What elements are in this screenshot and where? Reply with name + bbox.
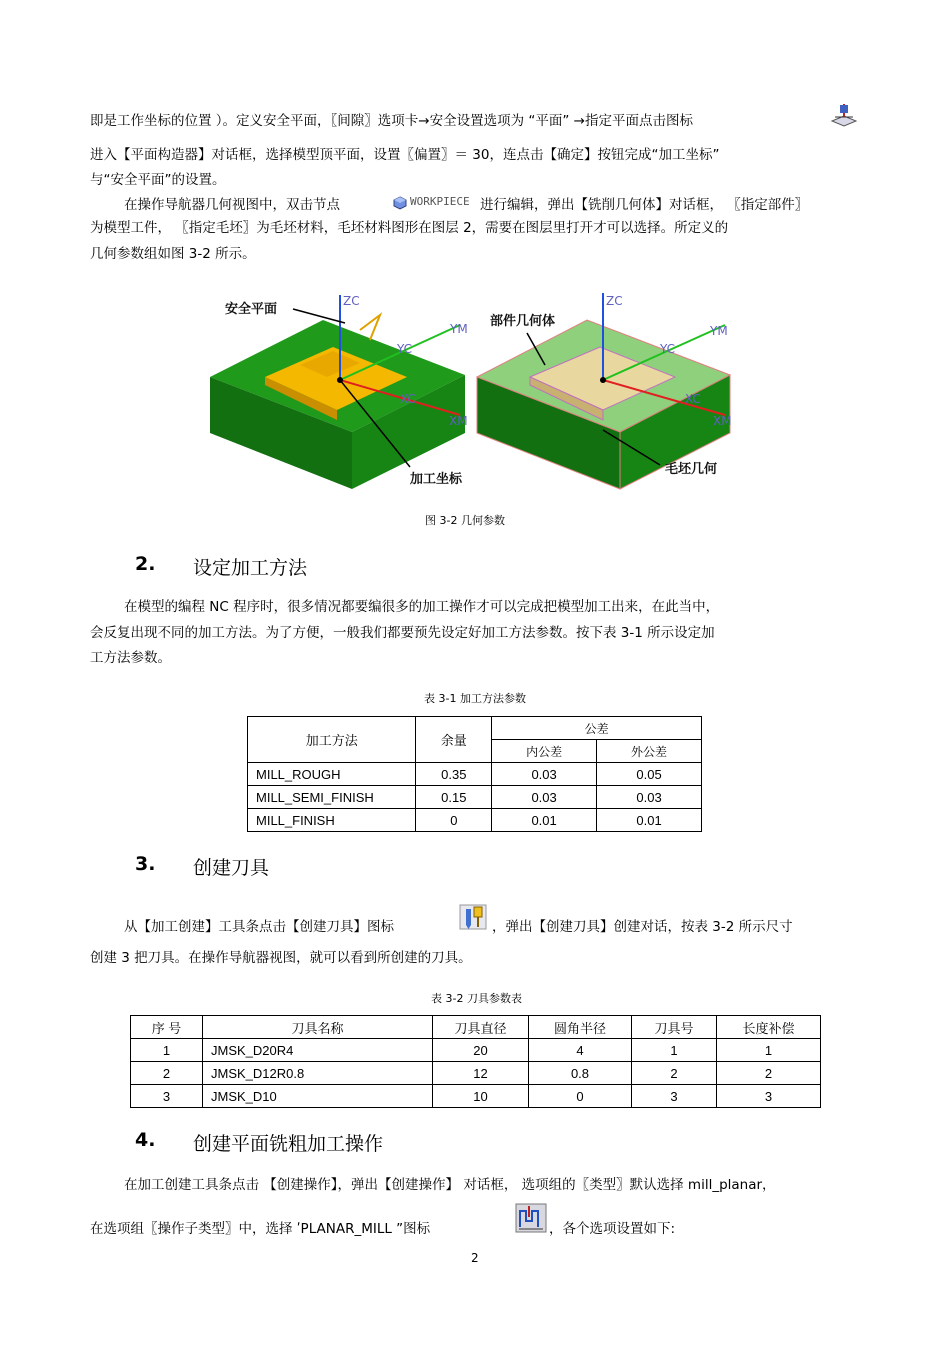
table2-cell: 3 [717,1085,821,1108]
table2-cell: 2 [632,1062,717,1085]
table2-cell: 12 [433,1062,529,1085]
label-left-zc: ZC [343,294,360,308]
label-left-xm: XM [449,414,468,428]
tool-parameter-table [130,1015,821,1108]
label-left-xc: XC [400,392,416,406]
section2-heading [135,553,435,579]
table2-cell: 1 [717,1039,821,1062]
section4-title: 创建平面铣粗加工操作 [193,1133,384,1155]
table1-cell-intol: 0.01 [492,809,597,832]
workpiece-node-icon [393,195,407,209]
table2-cell: 1 [632,1039,717,1062]
table1-header-method: 加工方法 [248,717,416,763]
left-model [210,295,465,489]
section3-title: 创建刀具 [193,857,270,879]
section2-para-line1: 在模型的编程 NC 程序时，很多情况都要编很多的加工操作才可以完成把模型加工出来，在此当中， [124,599,720,615]
label-right-yc: YC [660,342,676,356]
table1-cell-method: MILL_ROUGH [248,763,416,786]
table2-header-diameter: 刀具直径 [433,1016,529,1039]
geometry-figure [205,285,745,495]
table2-cell: 20 [433,1039,529,1062]
section2-title: 设定加工方法 [193,557,308,579]
table1-header-stock: 余量 [416,717,492,763]
planar-mill-icon [515,1203,547,1233]
figure-caption: 图 3-2 几何参数 [425,514,505,527]
table2-header-tool-number: 刀具号 [632,1016,717,1039]
label-left-ym: YM [450,322,468,336]
table1-cell-intol: 0.03 [492,786,597,809]
table1-cell-outtol: 0.01 [597,809,702,832]
table2-cell: 3 [131,1085,203,1108]
para1-line3: 与“安全平面”的设置。 [90,172,226,188]
machining-method-table [247,716,702,832]
table2-caption: 表 3-2 刀具参数表 [431,992,522,1005]
table2-cell: 0.8 [529,1062,632,1085]
table2-cell: JMSK_D20R4 [203,1039,433,1062]
para2-line1b: 进行编辑，弹出【铣削几何体】对话框， 〖指定部件〗 [480,197,809,213]
section4-para-line1: 在加工创建工具条点击 【创建操作】，弹出【创建操作】 对话框， 选项组的〖类型〗默认选择 mill_planar， [124,1177,776,1193]
section3-para-line1a: 从【加工创建】工具条点击【创建刀具】图标 [124,919,394,935]
table2-header-index: 序 号 [131,1016,203,1039]
table-row [248,763,702,786]
table-row [131,1062,821,1085]
table1-cell-stock: 0 [416,809,492,832]
table2-cell: 1 [131,1039,203,1062]
section3-para-line1b: ，弹出【创建刀具】创建对话，按表 3-2 所示尺寸 [492,919,793,935]
label-blank-geometry: 毛坯几何 [665,462,718,477]
table2-header-tool-name: 刀具名称 [203,1016,433,1039]
table2-header-corner-radius: 圆角半径 [529,1016,632,1039]
label-right-xc: XC [685,392,701,406]
section4-para-line2b: ，各个选项设置如下: [549,1221,676,1237]
section2-para-line3: 工方法参数。 [90,650,171,666]
table2-cell: 2 [131,1062,203,1085]
label-part-geometry: 部件几何体 [490,314,556,329]
table-row [131,1039,821,1062]
table1-cell-stock: 0.35 [416,763,492,786]
table1-cell-outtol: 0.05 [597,763,702,786]
label-left-yc: YC [397,342,413,356]
safe-plane-icon [829,101,859,129]
section3-heading [135,853,435,879]
label-right-ym: YM [710,324,728,338]
table1-cell-intol: 0.03 [492,763,597,786]
para1-line1: 即是工作坐标的位置 ）。定义安全平面，〖间隙〗选项卡→安全设置选项为 “平面” →指定平面点击图标 [90,113,693,129]
para2-line2: 为模型工件， 〖指定毛坯〗为毛坯材料，毛坯材料图形在图层 2，需要在图层里打开才可以选择。所定义的 [90,220,729,236]
table2-cell: 10 [433,1085,529,1108]
table1-cell-outtol: 0.03 [597,786,702,809]
table1-cell-method: MILL_FINISH [248,809,416,832]
workpiece-node-label: WORKPIECE [410,195,470,208]
table2-header-length-comp: 长度补偿 [717,1016,821,1039]
table-row [248,809,702,832]
table-row [248,786,702,809]
table1-caption: 表 3-1 加工方法参数 [424,692,526,705]
section4-para-line2a: 在选项组〖操作子类型〗中，选择 ʹPLANAR_MILL ”图标 [90,1221,431,1237]
section4-heading [135,1129,535,1155]
table2-cell: 4 [529,1039,632,1062]
table2-cell: 2 [717,1062,821,1085]
section3-number: 3. [135,853,156,875]
table1-cell-method: MILL_SEMI_FINISH [248,786,416,809]
create-tool-icon [458,903,488,931]
para1-line2: 进入【平面构造器】对话框，选择模型顶平面，设置〖偏置〗＝ 30，连点击【确定】按钮完成“加工坐标” [90,147,720,163]
table-row [131,1085,821,1108]
table2-cell: JMSK_D10 [203,1085,433,1108]
label-safe-plane: 安全平面 [225,302,278,317]
label-machining-csys: 加工坐标 [410,472,463,487]
section2-number: 2. [135,553,156,575]
para2-line1a: 在操作导航器几何视图中，双击节点 [124,197,340,213]
table2-cell: JMSK_D12R0.8 [203,1062,433,1085]
table1-header-intol: 内公差 [492,740,597,763]
table1-header-tolerance: 公差 [492,717,702,740]
section4-number: 4. [135,1129,156,1151]
section3-para-line2: 创建 3 把刀具。在操作导航器视图，就可以看到所创建的刀具。 [90,950,472,966]
para2-line3: 几何参数组如图 3-2 所示。 [90,246,256,262]
table2-cell: 3 [632,1085,717,1108]
table1-header-outtol: 外公差 [597,740,702,763]
label-right-zc: ZC [606,294,623,308]
page-number: 2 [471,1251,479,1265]
label-right-xm: XM [713,414,732,428]
section2-para-line2: 会反复出现不同的加工方法。为了方便，一般我们都要预先设定好加工方法参数。按下表 3-1 所示设定加 [90,625,715,641]
table1-cell-stock: 0.15 [416,786,492,809]
table2-cell: 0 [529,1085,632,1108]
